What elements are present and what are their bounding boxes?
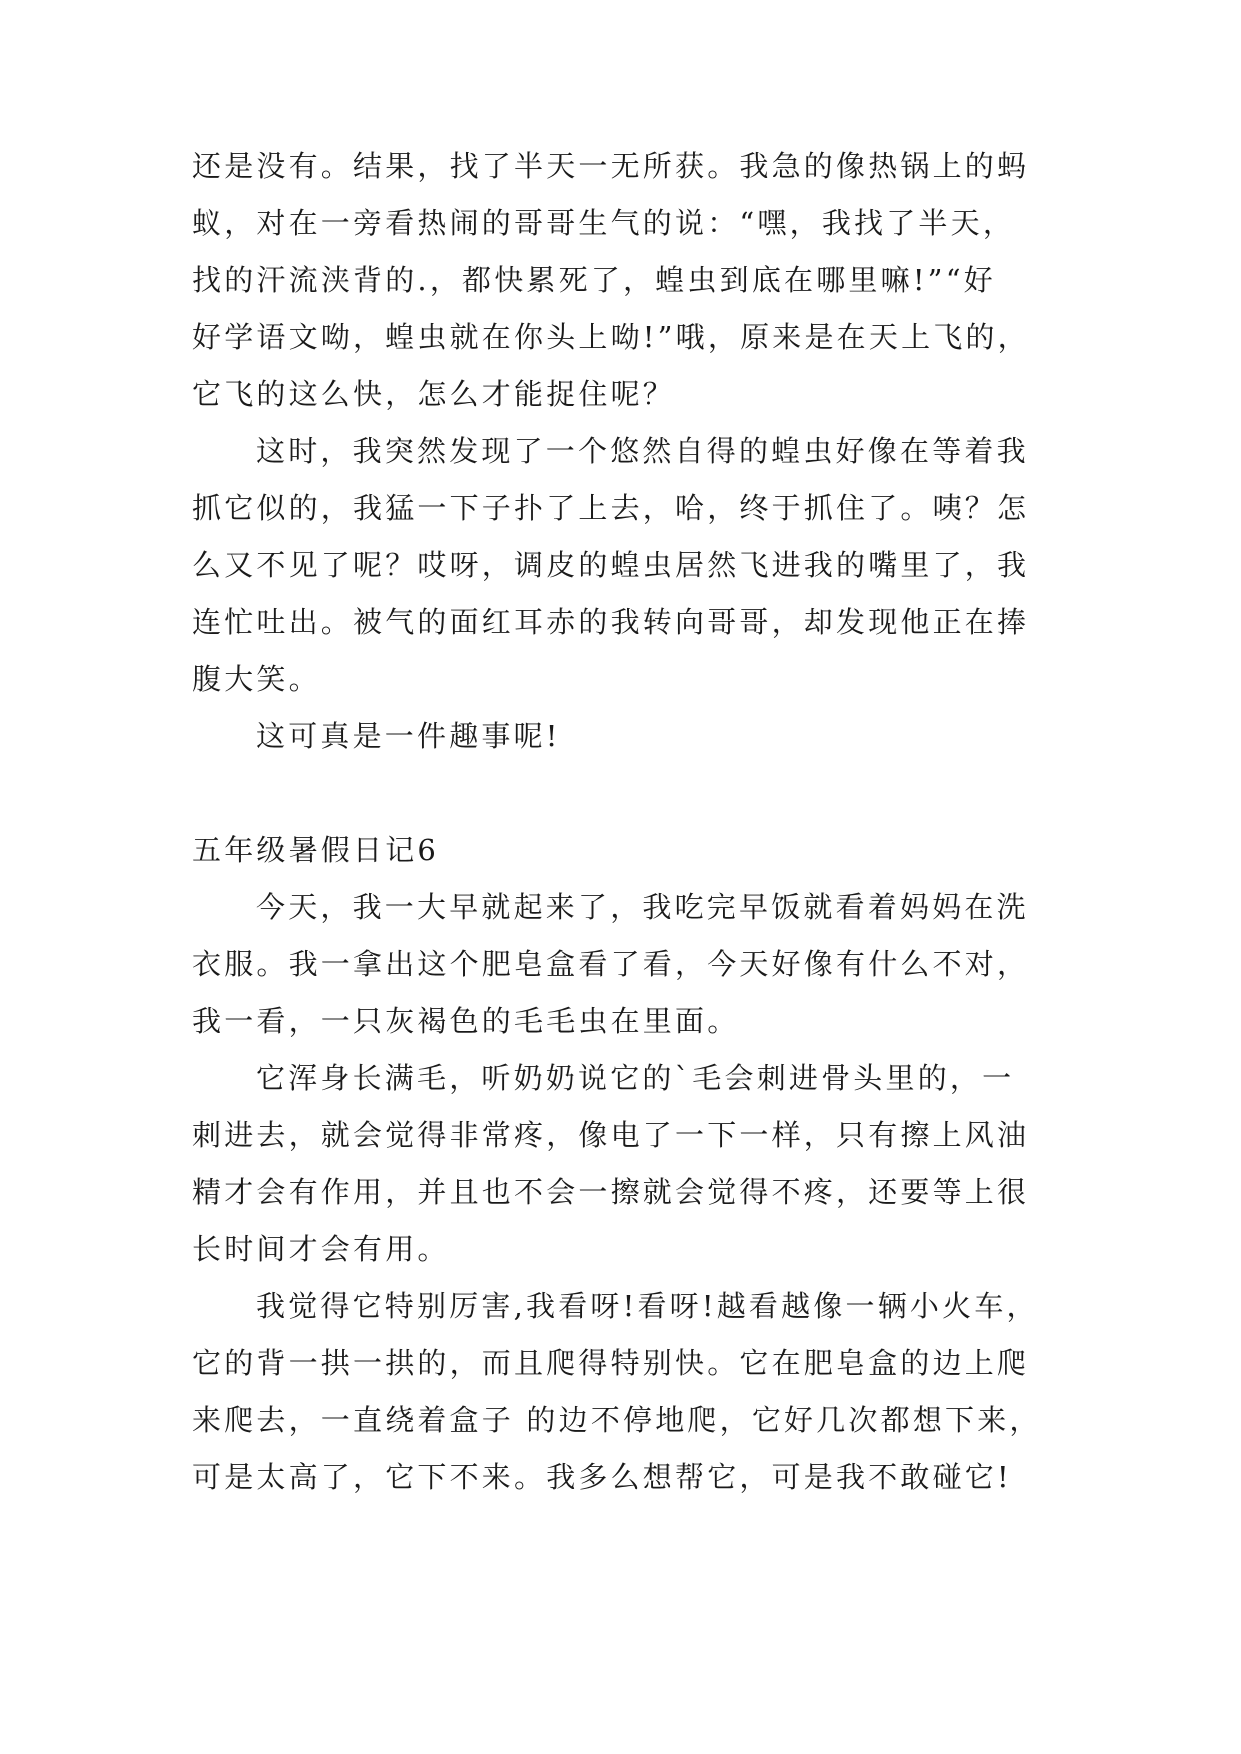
paragraph-line: 衣服。我一拿出这个肥皂盒看了看，今天好像有什么不对， <box>192 947 1030 981</box>
paragraph-line: 这可真是一件趣事呢! <box>256 719 561 753</box>
paragraph-line: 蚁，对在一旁看热闹的哥哥生气的说：“嘿，我找了半天， <box>192 206 1016 240</box>
paragraph-line: 来爬去，一直绕着盒子 的边不停地爬，它好几次都想下来， <box>192 1403 1042 1437</box>
paragraph-line: 刺进去，就会觉得非常疼，像电了一下一样，只有擦上风油 <box>192 1118 1030 1152</box>
section-title: 五年级暑假日记6 <box>192 833 440 867</box>
paragraph-line: 精才会有作用，并且也不会一擦就会觉得不疼，还要等上很 <box>192 1175 1030 1209</box>
paragraph-line: 今天，我一大早就起来了，我吃完早饭就看着妈妈在洗 <box>256 890 1029 924</box>
paragraph-line: 这时，我突然发现了一个悠然自得的蝗虫好像在等着我 <box>256 434 1029 468</box>
paragraph-line: 好学语文呦，蝗虫就在你头上呦!”哦，原来是在天上飞的， <box>192 320 1030 354</box>
paragraph-line: 连忙吐出。被气的面红耳赤的我转向哥哥，却发现他正在捧 <box>192 605 1030 639</box>
paragraph-line: 抓它似的，我猛一下子扑了上去，哈，终于抓住了。咦？怎 <box>192 491 1030 525</box>
paragraph-line: 我觉得它特别厉害,我看呀!看呀!越看越像一辆小火车， <box>256 1289 1039 1323</box>
paragraph-line: 找的汗流浃背的.，都快累死了，蝗虫到底在哪里嘛!”“好 <box>192 263 996 297</box>
paragraph-line: 么又不见了呢？哎呀，调皮的蝗虫居然飞进我的嘴里了，我 <box>192 548 1030 582</box>
paragraph-line: 可是太高了，它下不来。我多么想帮它，可是我不敢碰它! <box>192 1460 1012 1494</box>
paragraph-line: 长时间才会有用。 <box>192 1232 450 1266</box>
paragraph-line: 它浑身长满毛，听奶奶说它的`毛会刺进骨头里的，一 <box>256 1061 1015 1095</box>
paragraph-line: 它飞的这么快，怎么才能捉住呢？ <box>192 377 676 411</box>
paragraph-line: 我一看，一只灰褐色的毛毛虫在里面。 <box>192 1004 740 1038</box>
paragraph-line: 它的背一拱一拱的，而且爬得特别快。它在肥皂盒的边上爬 <box>192 1346 1030 1380</box>
paragraph-line: 还是没有。结果，找了半天一无所获。我急的像热锅上的蚂 <box>192 149 1030 183</box>
paragraph-line: 腹大笑。 <box>192 662 321 696</box>
